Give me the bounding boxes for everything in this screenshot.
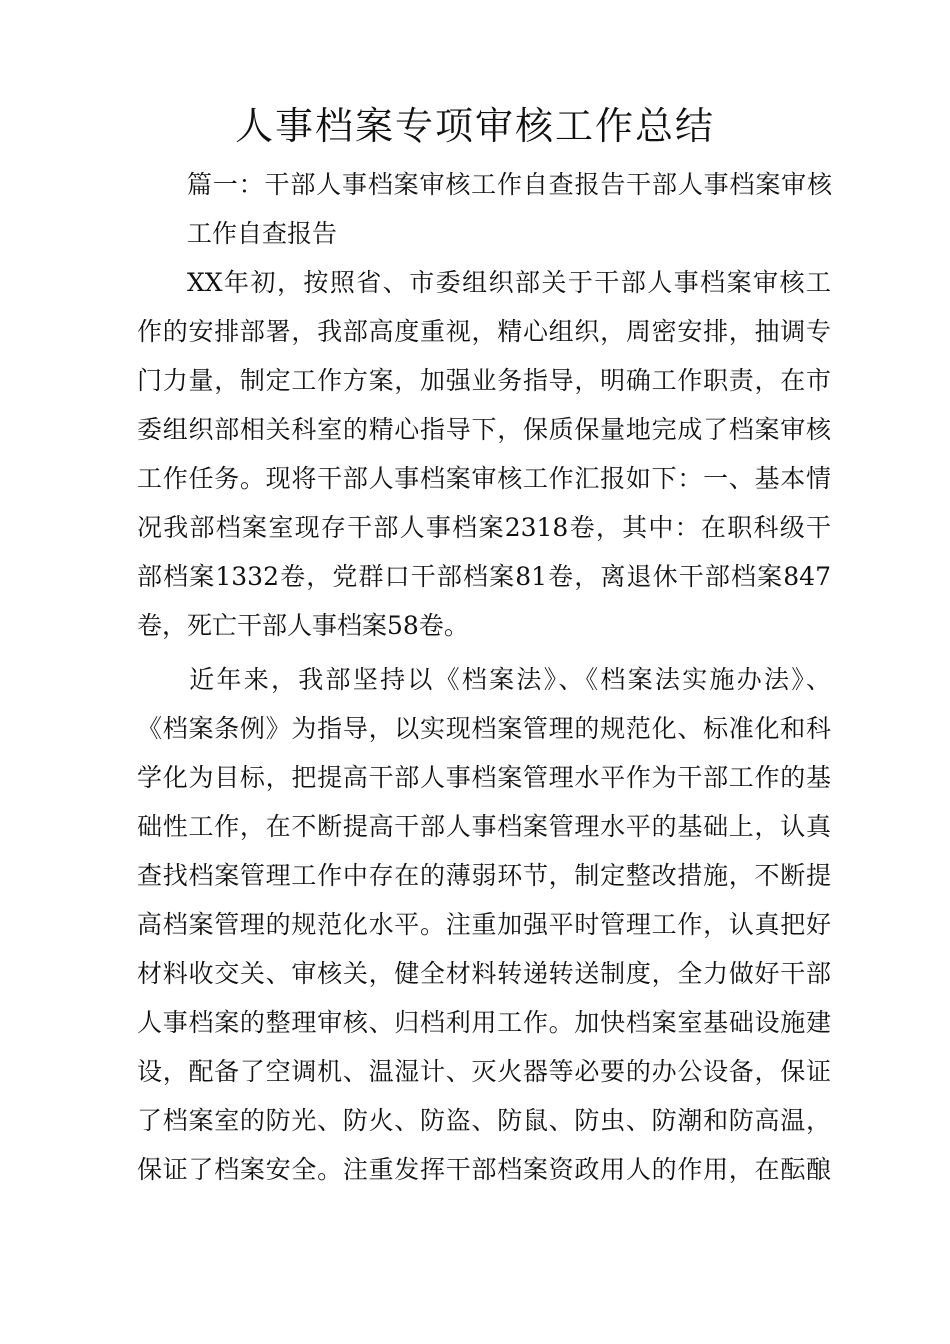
paragraph-1 bbox=[137, 258, 831, 650]
paragraph-line: 设，配备了空调机、温湿计、灭火器等必要的办公设备，保证 bbox=[137, 1057, 831, 1086]
paragraph-line: 础性工作，在不断提高干部人事档案管理水平的基础上，认真 bbox=[137, 812, 831, 841]
paragraph-line: 人事档案的整理审核、归档利用工作。加快档案室基础设施建 bbox=[137, 1008, 831, 1037]
paragraph-line: 《档案条例》为指导，以实现档案管理的规范化、标准化和科 bbox=[137, 714, 831, 743]
paragraph-line: 高档案管理的规范化水平。注重加强平时管理工作，认真把好 bbox=[137, 910, 831, 939]
paragraph-line: 卷，死亡干部人事档案58卷。 bbox=[137, 611, 469, 640]
paragraph-line bbox=[137, 258, 831, 307]
paragraph-line: 门力量，制定工作方案，加强业务指导，明确工作职责，在市 bbox=[137, 366, 831, 395]
paragraph-line: 委组织部相关科室的精心指导下，保质保量地完成了档案审核 bbox=[137, 415, 831, 444]
subtitle-line: 工作自查报告 bbox=[187, 219, 338, 248]
paragraph-line: 材料收交关、审核关，健全材料转递转送制度，全力做好干部 bbox=[137, 959, 831, 988]
paragraph-line: 学化为目标，把提高干部人事档案管理水平作为干部工作的基 bbox=[137, 763, 831, 792]
paragraph-line: 工作任务。现将干部人事档案审核工作汇报如下：一、基本情 bbox=[137, 464, 831, 493]
paragraph-line: 保证了档案安全。注重发挥干部档案资政用人的作用，在酝酿 bbox=[137, 1155, 831, 1184]
paragraph-line-text: XX年初，按照省、市委组织部关于干部人事档案审核工 bbox=[187, 268, 831, 297]
document-title: 人事档案专项审核工作总结 bbox=[234, 104, 715, 148]
paragraph-line: 部档案1332卷，党群口干部档案81卷，离退休干部档案847 bbox=[137, 562, 831, 591]
paragraph-line: 作的安排部署，我部高度重视，精心组织，周密安排，抽调专 bbox=[137, 317, 831, 346]
paragraph-line: 查找档案管理工作中存在的薄弱环节，制定整改措施，不断提 bbox=[137, 861, 831, 890]
document-subtitle bbox=[187, 160, 832, 258]
paragraph-line: 况我部档案室现存干部人事档案2318卷，其中：在职科级干 bbox=[137, 513, 831, 542]
paragraph-line bbox=[137, 655, 831, 704]
subtitle-line: 篇一：干部人事档案审核工作自查报告干部人事档案审核 bbox=[187, 170, 832, 199]
paragraph-2 bbox=[137, 655, 831, 1194]
paragraph-line-text: 近年来，我部坚持以《档案法》、《档案法实施办法》、 bbox=[187, 665, 831, 694]
paragraph-line: 了档案室的防光、防火、防盗、防鼠、防虫、防潮和防高温， bbox=[137, 1106, 831, 1135]
